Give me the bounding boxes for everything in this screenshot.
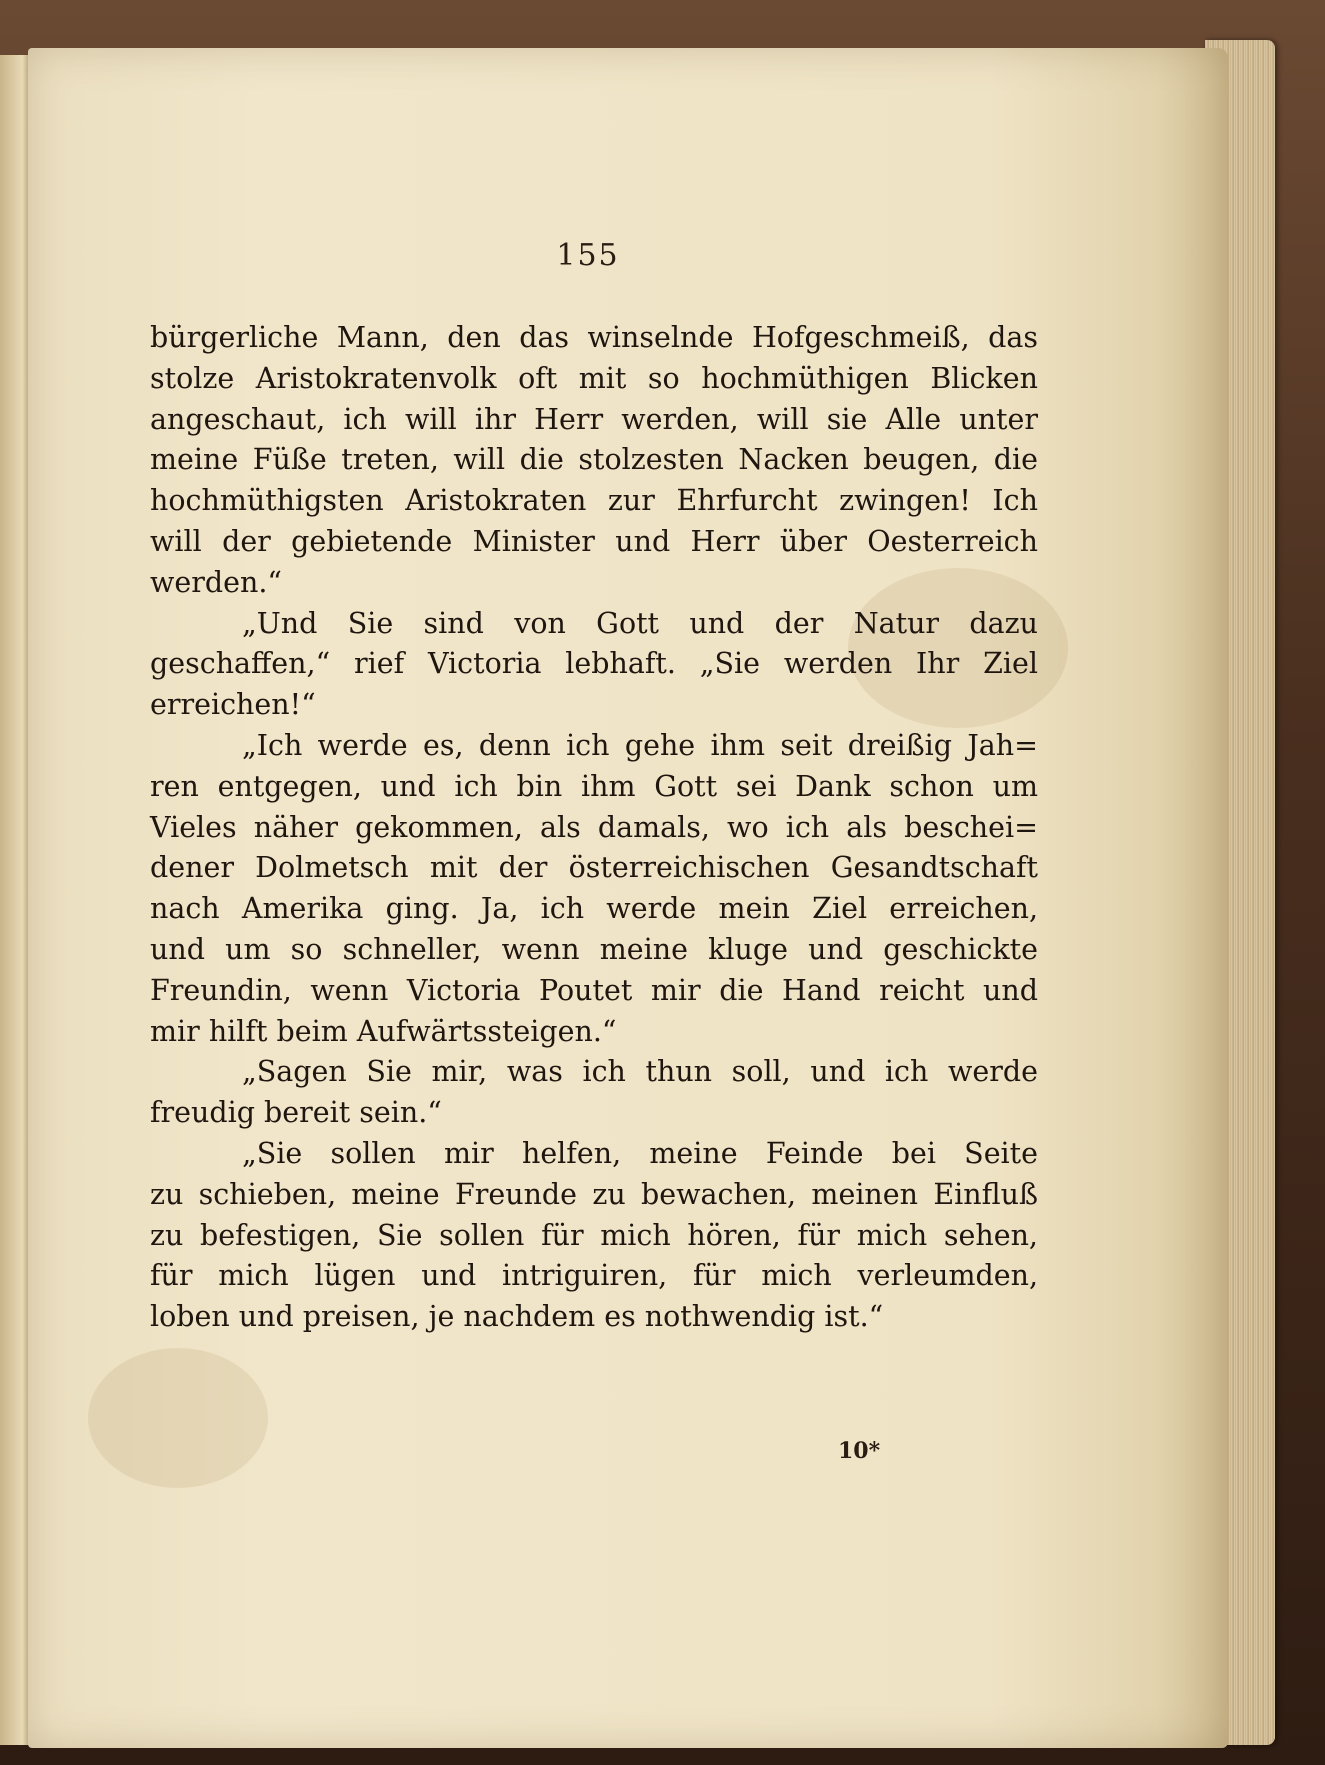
text-line: ren entgegen, und ich bin ihm Gott sei Dank schon um (150, 769, 1038, 803)
text-line: angeschaut, ich will ihr Herr werden, will sie Alle unter (150, 402, 1038, 436)
text-line: „Sie sollen mir helfen, meine Feinde bei Seite (242, 1136, 1038, 1170)
text-line: dener Dolmetsch mit der österreichischen Gesandtschaft (150, 851, 1038, 885)
text-line: Freundin, wenn Victoria Poutet mir die Hand reicht und (150, 973, 1038, 1007)
text-line: freudig bereit sein.“ (150, 1096, 442, 1130)
text-line: „Ich werde es, denn ich gehe ihm seit dreißig Jah= (242, 728, 1038, 762)
text-line: „Sagen Sie mir, was ich thun soll, und ich werde (242, 1055, 1038, 1089)
text-line: loben und preisen, je nachdem es nothwendig ist.“ (150, 1300, 884, 1334)
text-line: hochmüthigsten Aristokraten zur Ehrfurcht zwingen! Ich (150, 484, 1038, 518)
text-line: will der gebietende Minister und Herr über Oesterreich (150, 524, 1038, 558)
text-line: geschaffen,“ rief Victoria lebhaft. „Sie werden Ihr Ziel (150, 647, 1038, 681)
text-line: zu befestigen, Sie sollen für mich hören, für mich sehen, (150, 1218, 1038, 1252)
text-line: bürgerliche Mann, den das winselnde Hofgeschmeiß, das (150, 321, 1038, 354)
text-line: für mich lügen und intriguiren, für mich verleumden, (150, 1259, 1038, 1293)
book-page (28, 48, 1228, 1748)
text-line: zu schieben, meine Freunde zu bewachen, meinen Einfluß (150, 1177, 1038, 1211)
text-line: mir hilft beim Aufwärtssteigen.“ (150, 1014, 617, 1048)
text-line: „Und Sie sind von Gott und der Natur dazu (242, 606, 1038, 640)
text-line: Vieles näher gekommen, als damals, wo ich als beschei= (150, 810, 1038, 844)
page-number: 155 (556, 238, 620, 273)
text-line: stolze Aristokratenvolk oft mit so hochmüthigen Blicken (150, 361, 1038, 395)
signature-mark: 10* (838, 1438, 881, 1464)
paper-stain (88, 1348, 268, 1488)
text-line: erreichen!“ (150, 688, 316, 722)
body-text (150, 318, 1038, 1338)
text-line: meine Füße treten, will die stolzesten Nacken beugen, die (150, 443, 1038, 477)
text-line: nach Amerika ging. Ja, ich werde mein Ziel erreichen, (150, 892, 1038, 926)
text-line: und um so schneller, wenn meine kluge und geschickte (150, 932, 1038, 966)
text-line: werden.“ (150, 565, 282, 599)
